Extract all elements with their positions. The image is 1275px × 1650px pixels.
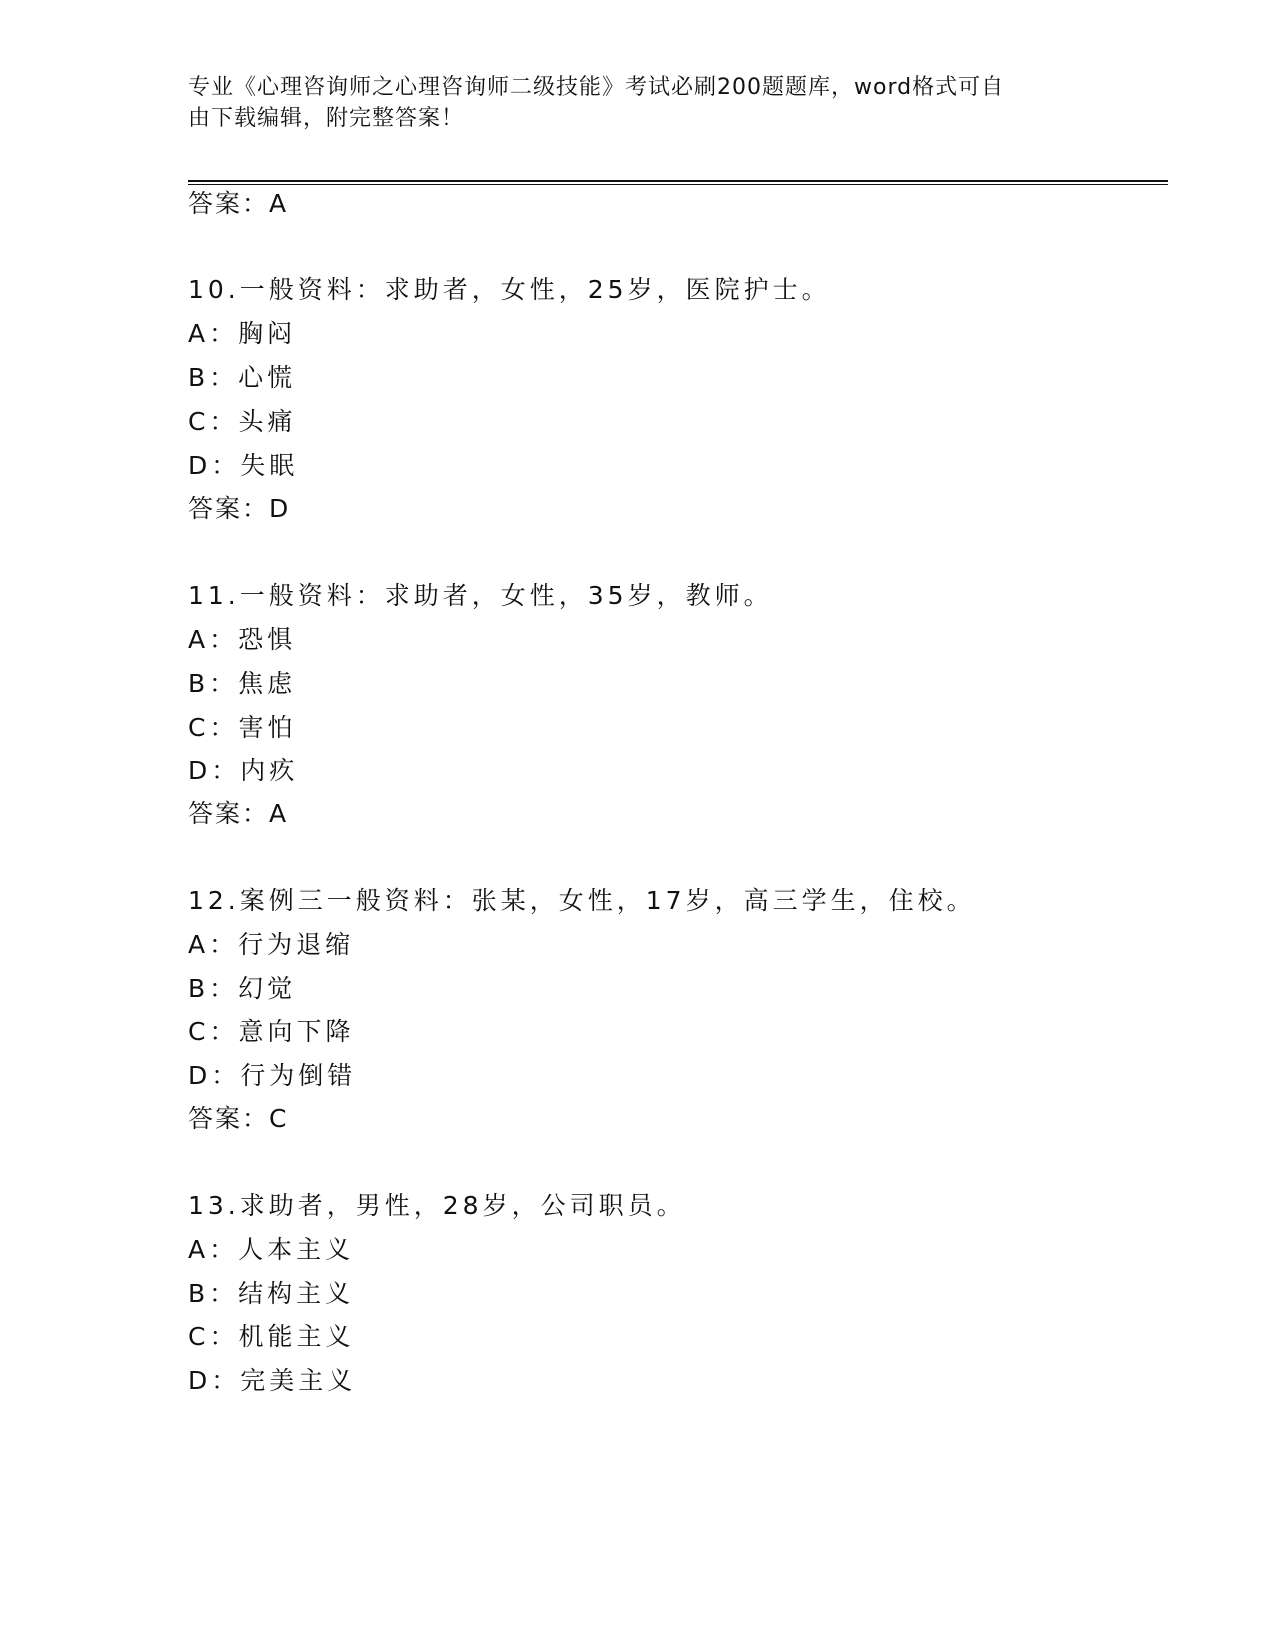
question-12-option-c: C：意向下降 [188,1017,355,1046]
question-11-text: 11.一般资料：求助者，女性，35岁，教师。 [188,581,773,610]
question-12-option-b: B：幻觉 [188,974,297,1003]
question-10-option-a: A：胸闷 [188,319,297,348]
question-11-answer: 答案：A [188,799,289,828]
question-10-answer: 答案：D [188,494,291,523]
previous-answer: 答案：A [188,189,289,218]
question-10-option-c: C：头痛 [188,407,297,436]
header-rule-thin [188,184,1168,185]
header-line-2: 由下载编辑，附完整答案！ [188,106,465,131]
question-13-option-b: B：结构主义 [188,1279,355,1308]
question-13-option-a: A：人本主义 [188,1235,355,1264]
question-11-option-c: C：害怕 [188,713,297,742]
question-13-option-d: D：完美主义 [188,1366,357,1395]
header-rule-thick [188,180,1168,182]
question-11-option-d: D：内疚 [188,756,299,785]
question-12-text: 12.案例三一般资料：张某，女性，17岁，高三学生，住校。 [188,886,976,915]
question-12-option-a: A：行为退缩 [188,930,355,959]
question-10-option-b: B：心慌 [188,363,297,392]
question-12-answer: 答案：C [188,1104,289,1133]
document-header [188,72,1088,134]
question-10-text: 10.一般资料：求助者，女性，25岁，医院护士。 [188,275,831,304]
question-13-option-c: C：机能主义 [188,1322,355,1351]
header-line-1: 专业《心理咨询师之心理咨询师二级技能》考试必刷200题题库，word格式可自 [188,75,1005,100]
question-11-option-b: B：焦虑 [188,669,297,698]
question-12-option-d: D：行为倒错 [188,1061,357,1090]
question-13-text: 13.求助者，男性，28岁，公司职员。 [188,1191,686,1220]
question-11-option-a: A：恐惧 [188,625,297,654]
question-10-option-d: D：失眠 [188,451,299,480]
